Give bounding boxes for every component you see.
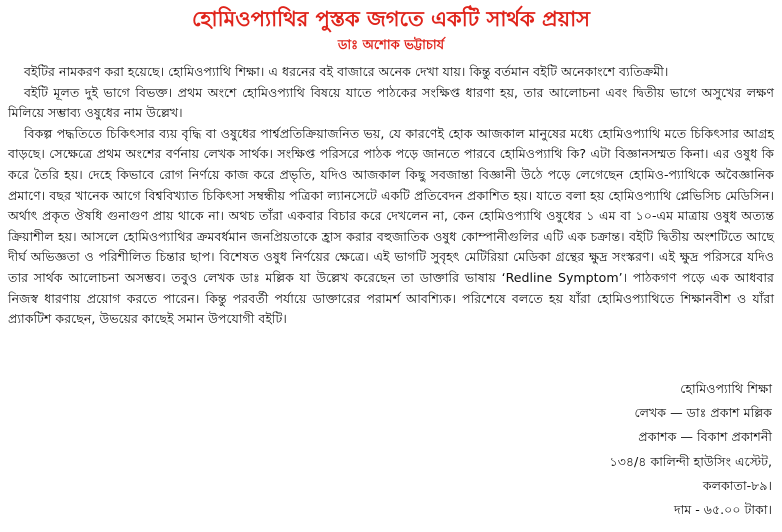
article-author: ডাঃ অশোক ভট্টাচার্য	[337, 38, 445, 53]
article-body	[8, 62, 774, 330]
book-title: হোমিওপ্যাথি শিক্ষা	[680, 381, 772, 396]
book-info	[610, 377, 772, 522]
book-publisher: প্রকাশক — বিকাশ প্রকাশনী	[638, 429, 772, 445]
book-address-line1: ১৩৪/৪ কালিন্দী হাউসিং এস্টেট,	[609, 453, 772, 469]
book-price: দাম - ৬৫.০০ টাকা।	[673, 502, 772, 518]
book-address-line2: কলকাতা-৮৯।	[702, 477, 772, 493]
article-title: হোমিওপ্যাথির পুস্তক জগতে একটি সার্থক প্রয়াস	[191, 6, 591, 31]
book-writer: লেখক — ডাঃ প্রকাশ মল্লিক	[634, 405, 772, 421]
paragraph-structure: বইটি মূলত দুই ভাগে বিভক্ত। প্রথম অংশে হোমিওপ্যাথি বিষয়ে যাতে পাঠকের সংক্ষিপ্ত ধারণা হয়, তার আলোচনা এবং দ্বিতীয় ভাগে অসুখের লক্ষণ মিলিয়ে সম্ভাব্য ওষুধের নাম উল্লেখ।	[8, 84, 774, 121]
paragraph-intro: বইটির নামকরণ করা হয়েছে। হোমিওপ্যাথি শিক্ষা। এ ধরনের বই বাজারে অনেক দেখা যায়। কিন্তু বর্তমান বইটি অনেকাংশে ব্যতিক্রমী।	[24, 64, 669, 79]
paragraph-review: বিকল্প পদ্ধতিতে চিকিৎসার ব্যয় বৃদ্ধি বা ওষুধের পার্শ্বপ্রতিক্রিয়াজনিত ভয়, যে কারণেই হোক আজকাল মানুষের মধ্যে হোমিওপ্যাথি মতে চিকিৎসার আগ্রহ বাড়ছে। সেক্ষেত্রে প্রথম অংশের বর্ণনায় লেখক সার্থক। সংক্ষিপ্ত পরিসরে পাঠক পড়ে জানতে পারবে হোমিওপ্যাথি কি? এটা বিজ্ঞানসম্মত কিনা। এর ওষুধ কি করে তৈরি হয়। দেহে কিভাবে রোগ নির্ণয়ে কাজ করে প্রভৃতি, যদিও আজকাল কিছু সবজান্তা বিজ্ঞানী উঠে পড়ে লেগেছেন হোমিও-প্যাথিকে অবৈজ্ঞানিক প্রমাণে। বছর খানেক আগে বিশ্ববিখ্যাত চিকিৎসা সম্বন্ধীয় পত্রিকা ল্যানসেটে একটি প্রতিবেদন প্রকাশিত হয়। যাতে বলা হয় হোমিওপ্যাথি প্লেভিসিচ মেডিসিন। অর্থাৎ প্রকৃত ঔষধি গুনাগুণ প্রায় থাকে না। অথচ তাঁরা একবার বিচার করে দেখলেন না, কেন হোমিওপ্যাথি ওষুধের ১ এম বা ১০-এম মাত্রায় ওষুধ অত্যন্ত ক্রিয়াশীল হয়। আসলে হোমিওপ্যাথির ক্রমবর্ধমান জনপ্রিয়তাকে হ্রাস করার বহুজাতিক ওষুধ কোম্পানীগুলির এটি এক চক্রান্ত। বইটি দ্বিতীয় অংশটিতে আছে দীর্ঘ অভিজ্ঞতা ও পরিশীলিত চিন্তার ছাপ। বিশেষত ওষুধ নির্ণয়ের ক্ষেত্রে। এই ভাগটি সুবৃহৎ মেটিরিয়া মেডিকা গ্রন্থের ক্ষুদ্র সংস্করণ। এই ক্ষুদ্র পরিসরে যদিও তার সার্থক আলোচনা অসম্ভব। তবুও লেখক ডাঃ মল্লিক যা উল্লেখ করেছেন তা ডাক্তারি ভাষায় ‘Redline Symptom’। পাঠকগণ পড়ে এক আধবার নিজস্ব ধারণায় প্রয়োগ করতে পারেন। কিন্তু পরবর্তী পর্যায়ে ডাক্তারের পরামর্শ আবশ্যিক। পরিশেষে বলতে হয় যাঁরা হোমিওপ্যাথিতে শিক্ষানবীশ ও যাঁরা প্র্যাকটিশ করছেন, উভয়ের কাছেই সমান উপযোগী বইটি।	[8, 125, 774, 327]
